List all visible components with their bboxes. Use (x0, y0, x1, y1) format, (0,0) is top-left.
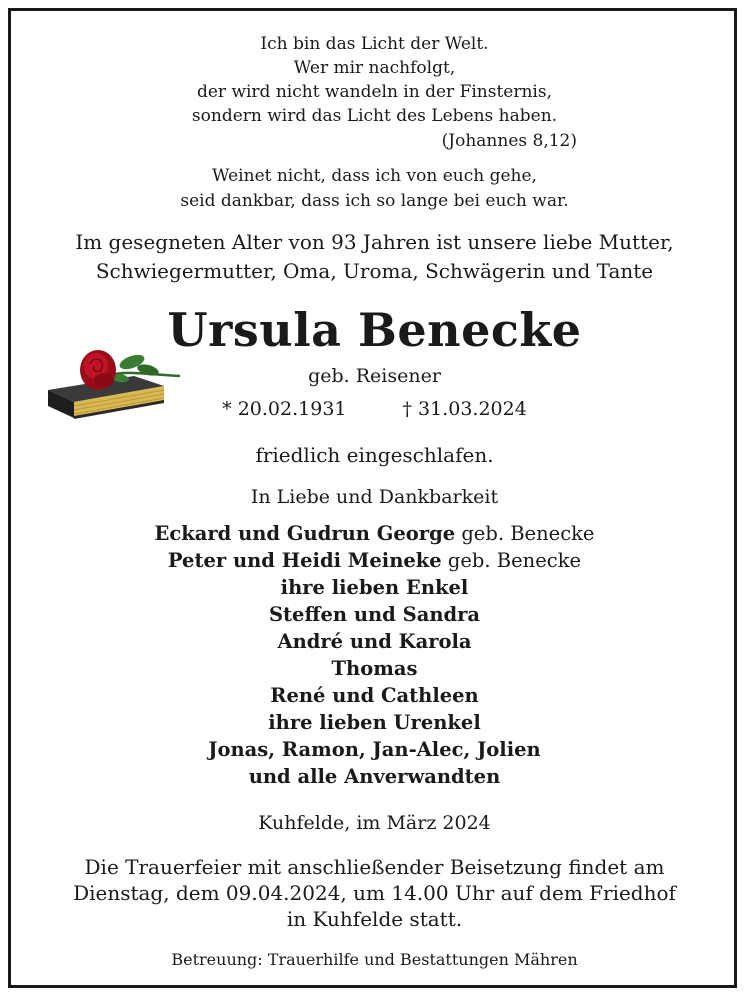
mourner-line: und alle Anverwandten (248, 765, 501, 788)
verse-line: Ich bin das Licht der Welt. (260, 34, 489, 54)
gratitude-text: In Liebe und Dankbarkeit (250, 486, 499, 508)
asleep-text: friedlich eingeschlafen. (255, 443, 494, 467)
funeral-line: in Kuhfelde statt. (286, 907, 463, 931)
mourner-line: Thomas (331, 657, 418, 680)
mourner-family (0, 520, 749, 547)
verse-reference: (Johannes 8,12) (441, 131, 577, 151)
death-date: † 31.03.2024 (402, 398, 527, 420)
verse-line: der wird nicht wandeln in der Finsternis, (196, 82, 553, 102)
farewell-verse (0, 164, 749, 214)
mourners-list (0, 520, 749, 790)
mourner-line: René und Cathleen (270, 684, 479, 707)
mourner-line: André und Karola (277, 630, 472, 653)
farewell-line: Weinet nicht, dass ich von euch gehe, (212, 166, 537, 186)
farewell-line: seid dankbar, dass ich so lange bei euch war. (180, 191, 569, 211)
mourner-line: ihre lieben Enkel (280, 576, 469, 599)
intro-line: Im gesegneten Alter von 93 Jahren ist unsere liebe Mutter, (75, 230, 674, 254)
mourner-line: ihre lieben Urenkel (268, 711, 481, 734)
mourner-line: Steffen und Sandra (268, 603, 481, 626)
mourner-line: Jonas, Ramon, Jan-Alec, Jolien (208, 738, 541, 761)
funeral-line: Dienstag, dem 09.04.2024, um 14.00 Uhr auf dem Friedhof (73, 881, 676, 905)
verse-line: sondern wird das Licht des Lebens haben. (191, 106, 558, 126)
intro-text (0, 228, 749, 286)
funeral-line: Die Trauerfeier mit anschließender Beisetzung findet am (84, 855, 665, 879)
place-date: Kuhfelde, im März 2024 (258, 812, 491, 834)
mourner-family (0, 547, 749, 574)
verse-line: Wer mir nachfolgt, (293, 58, 456, 78)
deceased-name: Ursula Benecke (167, 303, 582, 357)
funeral-info (0, 854, 749, 932)
mourner-names: Peter und Heidi Meineke (167, 549, 442, 572)
mourner-maiden-name: geb. Benecke (455, 522, 595, 545)
mourner-names: Eckard und Gudrun George (154, 522, 456, 545)
undertaker-credit: Betreuung: Trauerhilfe und Bestattungen Mähren (171, 950, 578, 969)
birth-date: * 20.02.1931 (222, 398, 347, 420)
bible-verse (0, 32, 749, 154)
life-dates (0, 395, 749, 423)
mourner-maiden-name: geb. Benecke (441, 549, 582, 572)
intro-line: Schwiegermutter, Oma, Uroma, Schwägerin und Tante (95, 259, 654, 283)
birth-name: geb. Reisener (308, 365, 441, 387)
